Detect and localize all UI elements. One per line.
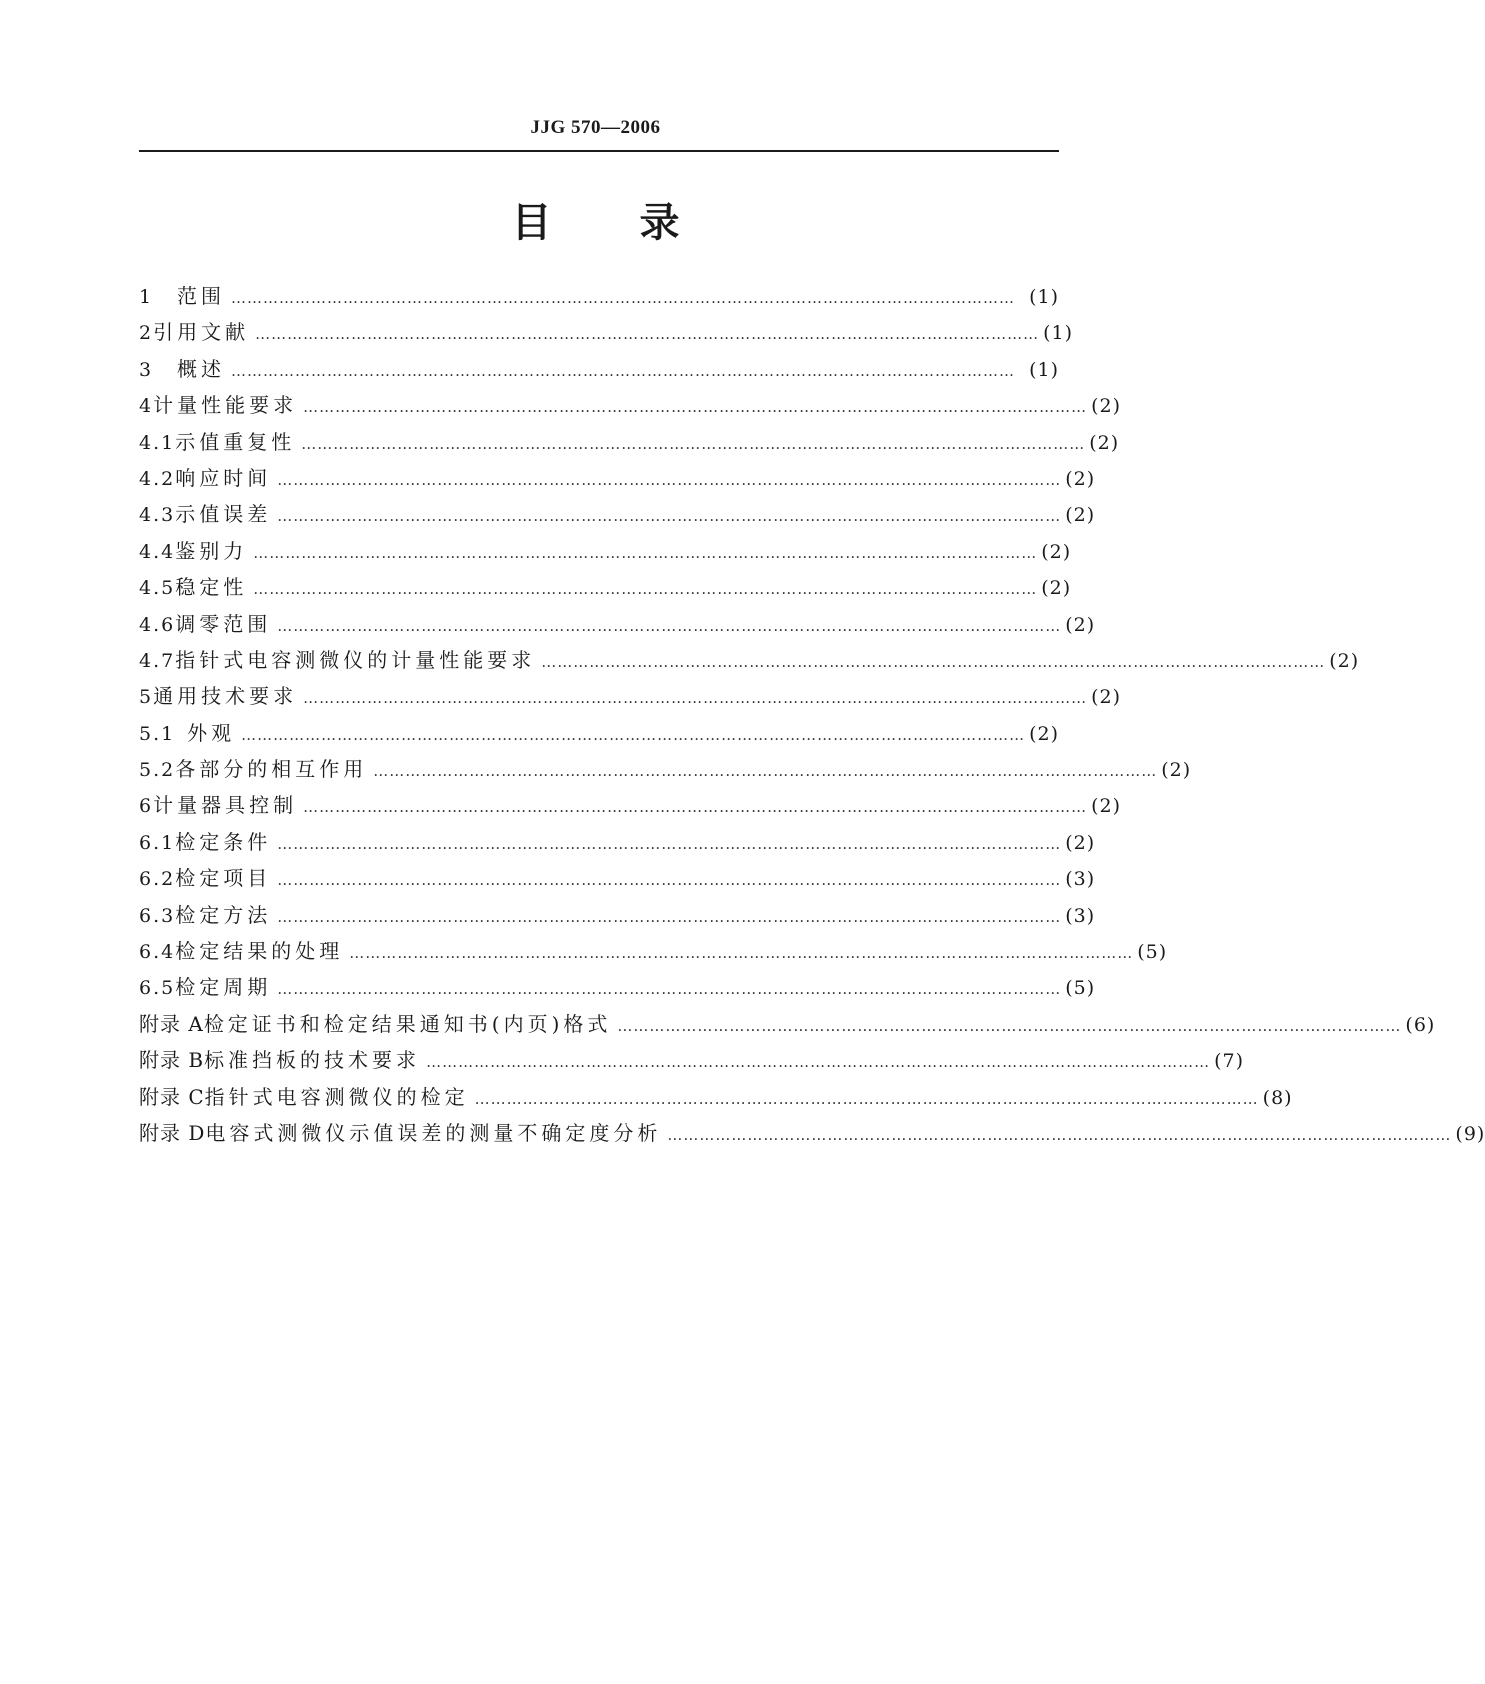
toc-page: (2) <box>1329 649 1360 672</box>
toc-label: 范围 <box>177 284 225 308</box>
toc-label: 外观 <box>187 720 236 745</box>
document-code-header: JJG 570—2006 <box>530 117 661 138</box>
toc-number: 4 <box>139 395 154 418</box>
toc-number: 附录 A <box>139 1011 204 1036</box>
toc-label: 通用技术要求 <box>153 684 298 709</box>
toc-page: (5) <box>1065 977 1096 1000</box>
toc-label: 检定结果的处理 <box>175 939 344 964</box>
toc-number: 2 <box>139 322 154 345</box>
toc-page: (1) <box>1029 286 1059 308</box>
toc-leader: ………………………………………………………………………………………………………………………………… <box>277 907 1062 926</box>
toc-label: 鉴别力 <box>175 538 248 563</box>
toc-page: (2) <box>1161 759 1192 782</box>
toc-entry[interactable] <box>139 678 1122 714</box>
toc-label: 示值重复性 <box>175 429 296 454</box>
toc-number: 6 <box>139 795 154 818</box>
toc-page: (1) <box>1043 322 1074 345</box>
toc-label: 概述 <box>177 356 225 381</box>
toc-entry[interactable] <box>139 860 1096 896</box>
toc-leader: ………………………………………………………………………………………………………………………………… <box>277 834 1062 853</box>
toc-page: (2) <box>1041 540 1072 563</box>
toc-page: (2) <box>1041 577 1072 600</box>
toc-number: 6.4 <box>139 941 176 964</box>
toc-number: 5.2 <box>139 759 176 782</box>
toc-number: 4.7 <box>139 649 176 672</box>
toc-page: (3) <box>1065 904 1096 927</box>
toc-leader: ………………………………………………………………………………………………………………………………… <box>349 944 1134 963</box>
toc-entry[interactable] <box>139 460 1096 496</box>
toc-entry[interactable] <box>139 387 1122 423</box>
toc-label: 示值误差 <box>175 502 272 527</box>
toc-entry[interactable] <box>139 824 1096 860</box>
toc-number: 附录 D <box>139 1120 206 1145</box>
toc-label: 指针式电容测微仪的检定 <box>204 1084 469 1109</box>
toc-leader: ………………………………………………………………………………………………………………………………… <box>231 289 1015 307</box>
toc-leader: ………………………………………………………………………………………………………………………………… <box>253 543 1038 562</box>
toc-entry[interactable] <box>139 606 1096 642</box>
toc-page: (2) <box>1089 431 1120 454</box>
toc-leader: ………………………………………………………………………………………………………………………………… <box>303 398 1088 417</box>
toc-leader: ………………………………………………………………………………………………………………………………… <box>277 507 1062 526</box>
toc-number: 4.4 <box>139 540 176 563</box>
toc-number: 6.1 <box>139 831 176 854</box>
toc-number: 4.1 <box>139 431 176 454</box>
toc-number: 4.2 <box>139 467 176 490</box>
toc-page: (2) <box>1065 613 1096 636</box>
toc-number: 5 <box>139 686 154 709</box>
toc-entry[interactable] <box>139 314 1074 350</box>
toc-label: 稳定性 <box>175 575 248 600</box>
toc-page: (7) <box>1214 1050 1244 1073</box>
toc-leader: ………………………………………………………………………………………………………………………………… <box>474 1089 1259 1108</box>
toc-label: 检定条件 <box>175 829 272 854</box>
toc-leader: ………………………………………………………………………………………………………………………………… <box>277 470 1062 489</box>
toc-leader: ………………………………………………………………………………………………………………………………… <box>241 725 1026 744</box>
toc-page: (2) <box>1065 831 1096 854</box>
toc-entry[interactable] <box>139 897 1096 933</box>
toc-page: (2) <box>1065 504 1096 527</box>
toc-leader: ………………………………………………………………………………………………………………………………… <box>617 1016 1402 1035</box>
toc-entry[interactable] <box>139 351 1059 387</box>
toc-leader: ………………………………………………………………………………………………………………………………… <box>301 434 1086 453</box>
toc-leader: ………………………………………………………………………………………………………………………………… <box>303 689 1088 708</box>
header-rule <box>139 150 1059 152</box>
toc-leader: ………………………………………………………………………………………………………………………………… <box>303 798 1088 817</box>
toc-leader: ………………………………………………………………………………………………………………………………… <box>426 1053 1211 1072</box>
toc-label: 检定周期 <box>175 975 272 1000</box>
toc-entry[interactable] <box>139 969 1096 1005</box>
toc-number: 附录 B <box>139 1048 205 1073</box>
toc-entry[interactable] <box>139 424 1120 460</box>
toc-label: 计量性能要求 <box>153 393 298 418</box>
toc-leader: ………………………………………………………………………………………………………………………………… <box>373 762 1158 781</box>
toc-leader: ………………………………………………………………………………………………………………………………… <box>231 361 1015 380</box>
toc-label: 调零范围 <box>175 611 272 636</box>
toc-label: 响应时间 <box>175 465 272 490</box>
toc-entry[interactable] <box>139 715 1059 751</box>
toc-label: 指针式电容测微仪的计量性能要求 <box>175 647 536 672</box>
toc-entry[interactable] <box>139 569 1072 605</box>
toc-entry[interactable] <box>139 278 1059 314</box>
toc-number: 6.3 <box>139 904 176 927</box>
toc-number: 6.2 <box>139 868 176 891</box>
toc-leader: ………………………………………………………………………………………………………………………………… <box>255 325 1040 344</box>
toc-page: (1) <box>1029 358 1059 381</box>
toc-page: (9) <box>1455 1122 1485 1145</box>
toc-number: 6.5 <box>139 977 176 1000</box>
toc-label: 检定方法 <box>175 902 272 927</box>
toc-page: (5) <box>1137 941 1168 964</box>
toc-entry[interactable] <box>139 787 1122 823</box>
toc-label: 检定证书和检定结果通知书(内页)格式 <box>203 1011 612 1036</box>
toc-entry[interactable] <box>139 1115 1485 1151</box>
title-char-2: 录 <box>639 200 680 246</box>
toc-number: 4.5 <box>139 577 176 600</box>
toc-label: 标准挡板的技术要求 <box>204 1048 421 1073</box>
toc-number: 4.6 <box>139 613 176 636</box>
toc-label: 各部分的相互作用 <box>175 757 368 782</box>
title-char-1: 目 <box>511 200 552 246</box>
toc-leader: ………………………………………………………………………………………………………………………………… <box>277 980 1062 999</box>
toc-number: 附录 C <box>139 1084 205 1109</box>
toc-leader: ………………………………………………………………………………………………………………………………… <box>541 652 1326 671</box>
toc-page: (2) <box>1029 722 1059 745</box>
page-title <box>0 196 1191 250</box>
table-of-contents <box>139 278 1485 1151</box>
toc-page: (3) <box>1065 868 1096 891</box>
toc-entry[interactable] <box>139 1006 1436 1042</box>
toc-leader: ………………………………………………………………………………………………………………………………… <box>253 580 1038 599</box>
toc-label: 检定项目 <box>175 866 272 891</box>
toc-entry[interactable] <box>139 1042 1244 1078</box>
toc-page: (6) <box>1405 1013 1436 1036</box>
toc-page: (8) <box>1262 1086 1293 1109</box>
toc-entry[interactable] <box>139 751 1192 787</box>
toc-number: 5.1 <box>139 722 176 745</box>
toc-number: 4.3 <box>139 504 176 527</box>
toc-number: 1 <box>139 286 154 308</box>
toc-leader: ………………………………………………………………………………………………………………………………… <box>667 1125 1452 1144</box>
toc-entry[interactable] <box>139 496 1096 532</box>
toc-label: 引用文献 <box>153 320 250 345</box>
toc-entry[interactable] <box>139 1079 1293 1115</box>
toc-entry[interactable] <box>139 933 1168 969</box>
toc-page: (2) <box>1091 686 1122 709</box>
toc-leader: ………………………………………………………………………………………………………………………………… <box>277 871 1062 890</box>
toc-page: (2) <box>1091 795 1122 818</box>
toc-entry[interactable] <box>139 533 1072 569</box>
toc-label: 计量器具控制 <box>153 793 298 818</box>
toc-entry[interactable] <box>139 642 1360 678</box>
toc-leader: ………………………………………………………………………………………………………………………………… <box>277 616 1062 635</box>
toc-number: 3 <box>139 358 154 381</box>
toc-page: (2) <box>1065 467 1096 490</box>
toc-page: (2) <box>1091 395 1122 418</box>
toc-label: 电容式测微仪示值误差的测量不确定度分析 <box>205 1120 662 1145</box>
